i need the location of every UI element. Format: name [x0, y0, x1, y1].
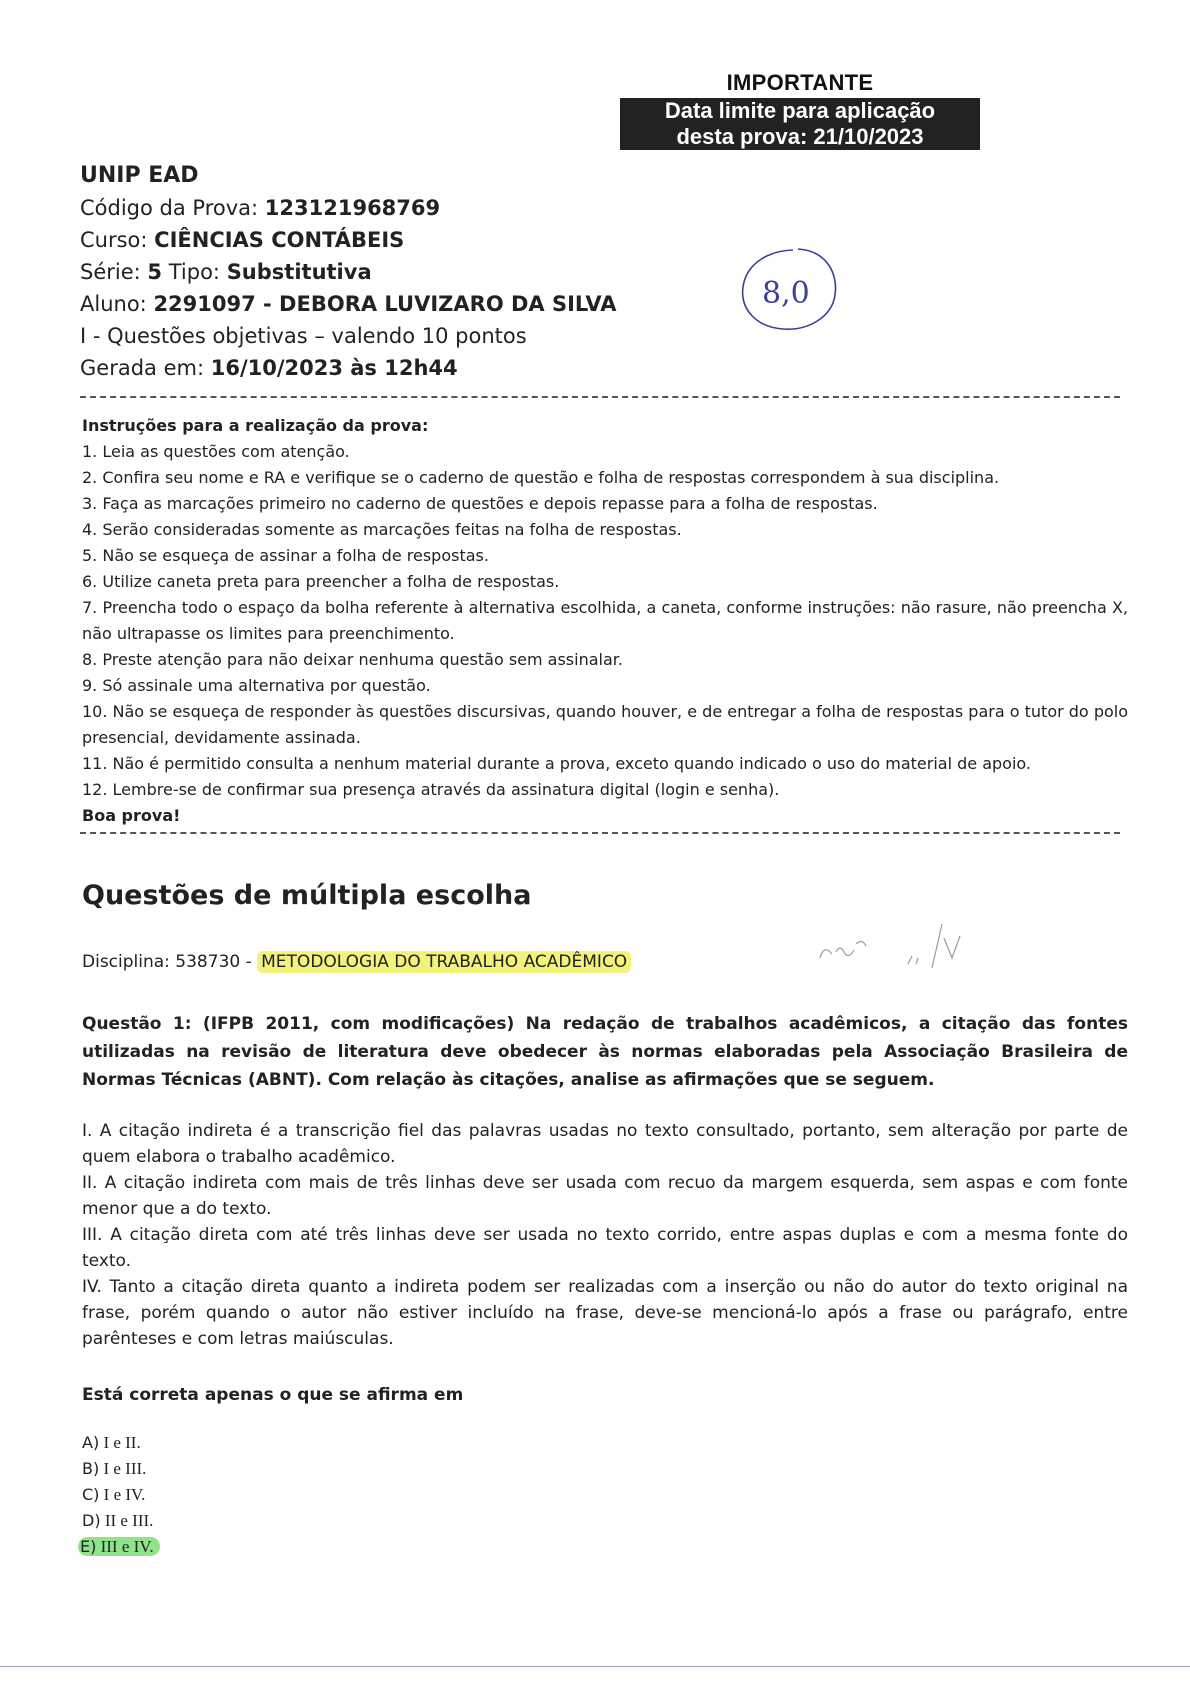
statement: IV. Tanto a citação direta quanto a indireta podem ser realizadas com a inserção ou não do autor do texto original na frase, porém quando o autor não estiver incluído na frase, deve-se mencioná-lo após a frase ou parágrafo, entre parênteses e com letras maiúsculas. [82, 1277, 1128, 1349]
instruction-item: 10. Não se esqueça de responder às questões discursivas, quando houver, e de entregar a folha de respostas para o tutor do polo presencial, devidamente assinada. [82, 702, 1128, 747]
handwritten-scribble [812, 918, 972, 978]
notice-line-1: Data limite para aplicação [620, 98, 980, 124]
option-c[interactable]: C) I e IV. [82, 1485, 146, 1504]
statement: I. A citação indireta é a transcrição fiel das palavras usadas no texto consultado, portanto, sem alteração por parte de quem elabora o trabalho acadêmico. [82, 1121, 1128, 1167]
exam-header [80, 160, 617, 384]
question-1-text: Questão 1: (IFPB 2011, com modificações) Na redação de trabalhos acadêmicos, a citação das fontes utilizadas na revisão de literatura deve obedecer às normas elaboradas pela Associação Brasileira de Normas Técnicas (ABNT). Com relação às citações, analise as afirmações que se seguem. [82, 1014, 1128, 1090]
deadline-notice [620, 70, 980, 150]
instruction-item: 4. Serão consideradas somente as marcações feitas na folha de respostas. [82, 520, 682, 539]
discipline-label: Disciplina: 538730 - [82, 952, 258, 972]
instruction-item: 2. Confira seu nome e RA e verifique se o caderno de questão e folha de respostas correspondem à sua disciplina. [82, 468, 1000, 487]
handwritten-grade [738, 245, 840, 333]
question-statements [82, 1118, 1128, 1352]
notice-title: IMPORTANTE [726, 70, 874, 95]
instructions-title: Instruções para a realização da prova: [82, 416, 429, 435]
generated-at: Gerada em: 16/10/2023 às 12h44 [80, 356, 458, 380]
question-prompt: Está correta apenas o que se afirma em [82, 1385, 464, 1405]
divider-top [80, 396, 1120, 398]
institution: UNIP EAD [80, 163, 199, 188]
student: Aluno: 2291097 - DEBORA LUVIZARO DA SILVA [80, 292, 617, 316]
instruction-item: 9. Só assinale uma alternativa por questão. [82, 676, 431, 695]
page-bottom-rule [0, 1666, 1190, 1667]
statement: II. A citação indireta com mais de três linhas deve ser usada com recuo da margem esquerda, sem aspas e com fonte menor que a do texto. [82, 1173, 1128, 1219]
discipline [82, 952, 631, 972]
option-e[interactable] [82, 1534, 160, 1560]
instruction-item: 11. Não é permitido consulta a nenhum material durante a prova, exceto quando indicado o uso do material de apoio. [82, 754, 1031, 773]
instruction-item: 7. Preencha todo o espaço da bolha referente à alternativa escolhida, a caneta, conforme instruções: não rasure, não preencha X, não ultrapasse os limites para preenchimento. [82, 598, 1128, 643]
option-b[interactable]: B) I e III. [82, 1459, 147, 1478]
section-note: I - Questões objetivas – valendo 10 pontos [80, 324, 527, 348]
instruction-item: 6. Utilize caneta preta para preencher a folha de respostas. [82, 572, 560, 591]
instructions-closing: Boa prova! [82, 806, 181, 825]
discipline-name: METODOLOGIA DO TRABALHO ACADÊMICO [257, 951, 631, 973]
instruction-item: 3. Faça as marcações primeiro no caderno de questões e depois repasse para a folha de respostas. [82, 494, 878, 513]
series-type: Série: 5 Tipo: Substitutiva [80, 260, 372, 284]
grade-value: 8,0 [762, 276, 810, 311]
divider-bottom [80, 832, 1120, 834]
selected-answer-highlight: E) III e IV. [78, 1537, 160, 1556]
section-title: Questões de múltipla escolha [82, 880, 532, 911]
option-d[interactable]: D) II e III. [82, 1511, 154, 1530]
notice-line-2: desta prova: 21/10/2023 [620, 124, 980, 150]
course: Curso: CIÊNCIAS CONTÁBEIS [80, 228, 405, 252]
instruction-item: 5. Não se esqueça de assinar a folha de respostas. [82, 546, 489, 565]
statement: III. A citação direta com até três linhas deve ser usada no texto corrido, entre aspas duplas e com a mesma fonte do texto. [82, 1225, 1128, 1271]
option-a[interactable]: A) I e II. [82, 1433, 141, 1452]
instruction-item: 1. Leia as questões com atenção. [82, 442, 350, 461]
exam-code: Código da Prova: 123121968769 [80, 196, 441, 220]
answer-options [82, 1430, 160, 1560]
instruction-item: 8. Preste atenção para não deixar nenhuma questão sem assinalar. [82, 650, 623, 669]
instructions [82, 413, 1128, 829]
instruction-item: 12. Lembre-se de confirmar sua presença através da assinatura digital (login e senha). [82, 780, 780, 799]
